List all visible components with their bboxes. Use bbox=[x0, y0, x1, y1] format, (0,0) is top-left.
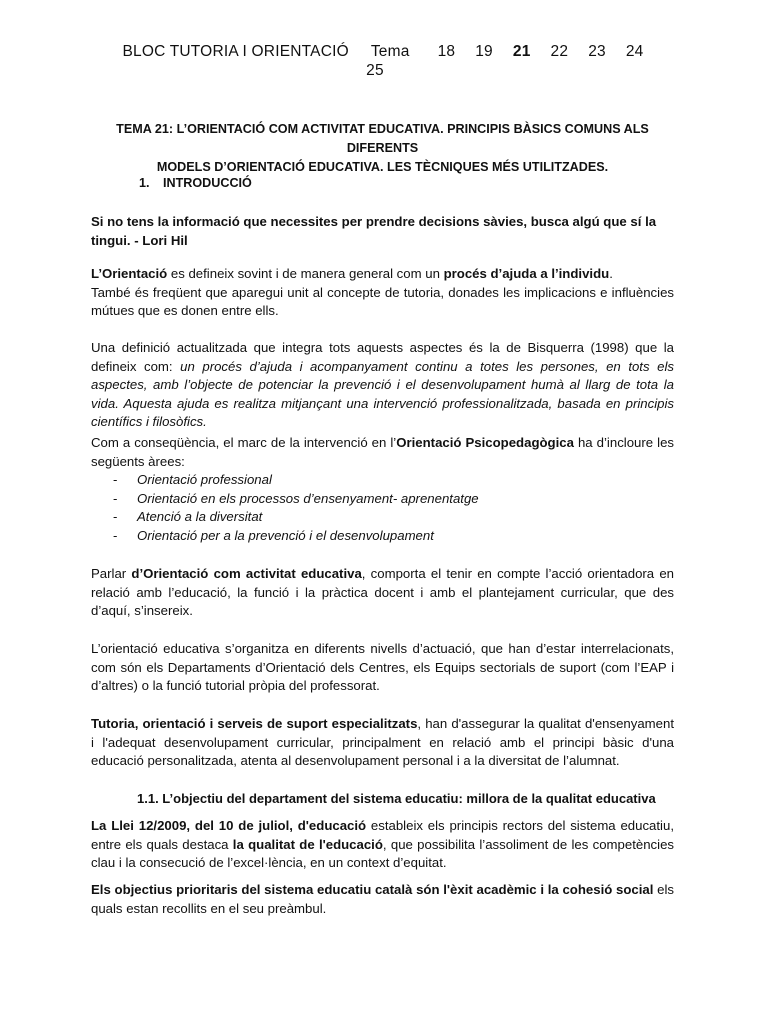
tema-link-22[interactable]: 22 bbox=[550, 43, 569, 60]
paragraph-marc-intervencio bbox=[91, 434, 674, 546]
page-header bbox=[0, 42, 768, 80]
p1-text-3: També és freqüent que aparegui unit al concepte de tutoria, donades les implicacions e influències mútues que es donen entre ells. bbox=[91, 284, 674, 319]
tema-link-19[interactable]: 19 bbox=[475, 43, 493, 60]
tema-link-21-active[interactable]: 21 bbox=[512, 43, 531, 60]
term-llei: La Llei 12/2009, del 10 de juliol, d'educació bbox=[91, 818, 367, 833]
p8-text: els quals estan recollits en el seu preàmbul. bbox=[91, 882, 674, 916]
term-orientacio-activitat: d’Orientació com activitat educativa bbox=[131, 566, 362, 581]
paragraph-llei-educacio bbox=[91, 817, 674, 873]
list-item: - Orientació per a la prevenció i el desenvolupament bbox=[91, 527, 674, 546]
p6-text: , han d'assegurar la qualitat d'ensenyament i l'adequat desenvolupament curricular, principalment en relació amb el principi bàsic d'una educació personalitzada, atenta al desenvolupament personal i a la diversitat de l’alumnat. bbox=[91, 716, 674, 769]
p3-text-1: Com a conseqüència, el marc de la intervenció en l’ bbox=[91, 435, 397, 450]
p7-text-2: , que possibilita l’assoliment de les competències clau i la consecució de l’excel·lència, en un context d’equitat. bbox=[91, 836, 674, 871]
p1-text-1: es defineix sovint i de manera general com un bbox=[167, 266, 444, 281]
section-heading-introduccio bbox=[139, 176, 252, 190]
tema-link-18[interactable]: 18 bbox=[437, 43, 456, 60]
section-number: 1. bbox=[139, 176, 150, 190]
list-item: - Orientació professional bbox=[91, 471, 674, 490]
title-line-1: TEMA 21: L’ORIENTACIÓ COM ACTIVITAT EDUCATIVA. PRINCIPIS BÀSICS COMUNS ALS DIFERENTS bbox=[116, 122, 649, 155]
quote-text: Si no tens la informació que necessites per prendre decisions sàvies, busca algú que sí la tingui. - Lori Hil bbox=[91, 214, 657, 248]
title-line-2: MODELS D’ORIENTACIÓ EDUCATIVA. LES TÈCNIQUES MÉS UTILITZADES. bbox=[156, 160, 609, 174]
document-title bbox=[91, 120, 674, 177]
p5-text: L’orientació educativa s’organitza en diferents nivells d’actuació, que han d’estar interrelacionats, com són els Departaments d’Orientació dels Centres, els Equips sectorials de suport (com l’EAP i d’altres) o la funció tutorial pròpia del professorat. bbox=[91, 641, 674, 694]
paragraph-serveis-suport bbox=[91, 715, 674, 771]
p4-text-1: Parlar bbox=[91, 566, 132, 581]
paragraph-objectius-prioritaris bbox=[91, 881, 674, 918]
term-proces-ajuda: procés d’ajuda a l’individu bbox=[443, 266, 610, 281]
tema-link-25[interactable]: 25 bbox=[366, 62, 384, 79]
p2-italic-definition: un procés d’ajuda i acompanyament continu a totes les persones, en tots els aspectes, amb l’objecte de potenciar la prevenció i el desenvolupament humà al llarg de tota la vida. Aquesta ajuda es realitza mitjançant una intervenció professionalitzada, basada en principis científics i filosòfics. bbox=[91, 358, 674, 430]
section-label: INTRODUCCIÓ bbox=[163, 176, 252, 190]
term-objectius: Els objectius prioritaris del sistema educatiu català són l'èxit acadèmic i la cohesió social bbox=[91, 882, 654, 897]
p1-text-2: . bbox=[609, 266, 613, 281]
header-tema-label: Tema bbox=[370, 43, 410, 60]
term-orientacio-psicopedagogica: Orientació Psicopedagògica bbox=[396, 435, 574, 450]
quote-paragraph bbox=[91, 213, 674, 250]
paragraph-nivells-actuacio bbox=[91, 640, 674, 696]
header-line-2 bbox=[0, 61, 768, 80]
subsection-heading: 1.1. L’objectiu del departament del sistema educatiu: millora de la qualitat educativa bbox=[137, 791, 656, 806]
header-bloc-title: BLOC TUTORIA I ORIENTACIÓ bbox=[122, 43, 349, 60]
header-tema-numbers bbox=[428, 43, 654, 60]
p4-text-2: , comporta el tenir en compte l’acció orientadora en relació amb l’educació, la funció i la pràctica docent i amb el plantejament curricular, que des d’aquí, s’insereix. bbox=[91, 566, 675, 619]
tema-link-23[interactable]: 23 bbox=[588, 43, 606, 60]
list-item: - Atenció a la diversitat bbox=[91, 508, 674, 527]
paragraph-orientacio-definition bbox=[91, 265, 674, 321]
term-orientacio: L’Orientació bbox=[91, 266, 168, 281]
list-item: - Orientació en els processos d’ensenyament- aprenentatge bbox=[91, 490, 674, 509]
tema-link-24[interactable]: 24 bbox=[625, 43, 644, 60]
areas-list bbox=[91, 471, 674, 545]
paragraph-activitat-educativa bbox=[91, 565, 674, 621]
p7-text-1: estableix els principis rectors del sistema educatiu, entre els quals destaca bbox=[91, 818, 674, 852]
p2-text: Una definició actualitzada que integra tots aquests aspectes és la de Bisquerra (1998) que la defineix com: bbox=[91, 340, 674, 374]
paragraph-bisquerra bbox=[91, 339, 674, 432]
term-tutoria-orientacio: Tutoria, orientació i serveis de suport especialitzats bbox=[91, 716, 418, 731]
term-qualitat: la qualitat de l'educació bbox=[232, 836, 383, 852]
header-line-1 bbox=[0, 42, 768, 61]
p3-text-2: ha d’incloure les següents àrees: bbox=[91, 435, 674, 469]
